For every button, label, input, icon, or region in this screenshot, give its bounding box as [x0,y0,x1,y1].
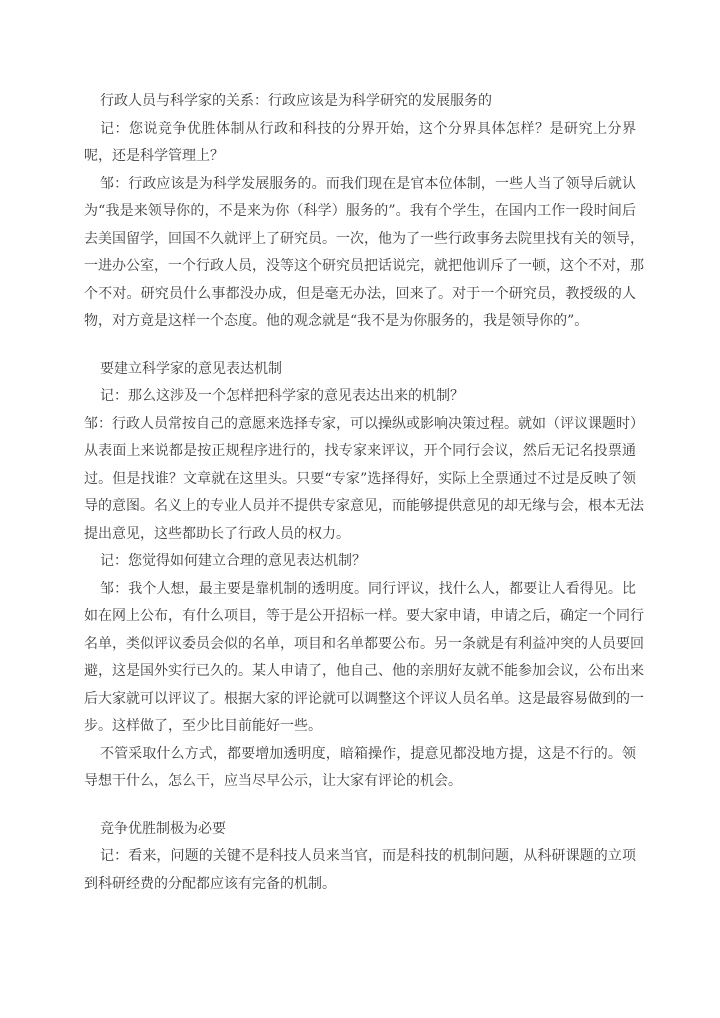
paragraph-line: 过。但是找谁？文章就在这里头。只要“专家”选择得好，实际上全票通过不过是反映了领 [84,470,636,487]
paragraph-line: 提出意见，这些都助长了行政人员的权力。 [84,525,350,542]
paragraph [84,548,636,576]
paragraph-line: 从表面上来说都是按正规程序进行的，找专家来评议，开个同行会议，然后无记名投票通 [84,443,636,459]
paragraph [84,741,636,796]
document-section [84,816,636,899]
paragraph-line: 后大家就可以评议了。根据大家的评论就可以调整这个评议人员名单。这是最容易做到的一 [84,690,644,707]
paragraph-line: 邹：行政人员常按自己的意愿来选择专家，可以操纵或影响决策过程。就如（评议课题时） [84,415,644,432]
paragraph-line: 记：看来，问题的关键不是科技人员来当官，而是科技的机制问题，从科研课题的立项 [100,848,636,864]
paragraph-line: 导想干什么，怎么干，应当尽早公示，让大家有评论的机会。 [84,773,462,789]
section-heading: 要建立科学家的意见表达机制 [100,360,282,377]
paragraph-line: 如在网上公布，有什么项目，等于是公开招标一样。要大家申请，申请之后，确定一个同行 [84,608,644,624]
paragraph [84,171,644,336]
paragraph-line: 记：您说竞争优胜体制从行政和科技的分界开始，这个分界具体怎样？是研究上分界 [100,120,636,137]
paragraph-line: 避，这是国外实行已久的。某人申请了，他自己、他的亲朋好友就不能参加会议，公布出来 [84,663,644,679]
paragraph [84,843,636,898]
paragraph-line: 到科研经费的分配都应该有完备的机制。 [84,875,336,892]
paragraph-line: 个不对。研究员什么事都没办成，但是毫无办法，回来了。对于一个研究员，教授级的人 [84,285,636,302]
section-heading: 竞争优胜制极为必要 [100,820,226,837]
paragraph-line: 一进办公室，一个行政人员，没等这个研究员把话说完，就把他训斥了一顿，这个不对，那 [84,258,644,274]
paragraph-line: 呢，还是科学管理上？ [84,148,224,164]
paragraph-line: 邹：我个人想，最主要是靠机制的透明度。同行评议，找什么人，都要让人看得见。比 [100,580,636,597]
paragraph-line: 去美国留学，回国不久就评上了研究员。一次，他为了一些行政事务去院里找有关的领导， [84,230,644,247]
paragraph-line: 记：那么这涉及一个怎样把科学家的意见表达出来的机制？ [100,388,464,404]
paragraph [84,411,644,549]
paragraph-line: 不管采取什么方式，都要增加透明度，暗箱操作，提意见都没地方提，这是不行的。领 [100,745,636,762]
paragraph [84,576,644,741]
section-heading: 行政人员与科学家的关系：行政应该是为科学研究的发展服务的 [100,93,492,109]
document-section [84,356,644,796]
paragraph-line: 记：您觉得如何建立合理的意见表达机制？ [100,553,366,569]
paragraph-line: 步。这样做了，至少比目前能好一些。 [84,718,322,734]
document-section [84,88,644,336]
paragraph-line: 为“我是来领导你的，不是来为你（科学）服务的”。我有个学生，在国内工作一段时间后 [84,203,636,219]
document-page [84,88,644,918]
paragraph [84,116,636,171]
paragraph-line: 物，对方竟是这样一个态度。他的观念就是“我不是为你服务的，我是领导你的”。 [84,313,589,329]
paragraph-line: 导的意图。名义上的专业人员并不提供专家意见，而能够提供意见的却无缘与会，根本无法 [84,498,644,514]
paragraph-line: 名单，类似评议委员会似的名单，项目和名单都要公布。另一条就是有利益冲突的人员要回 [84,635,644,652]
paragraph-line: 邹：行政应该是为科学发展服务的。而我们现在是官本位体制，一些人当了领导后就认 [100,175,636,192]
paragraph [84,383,636,411]
